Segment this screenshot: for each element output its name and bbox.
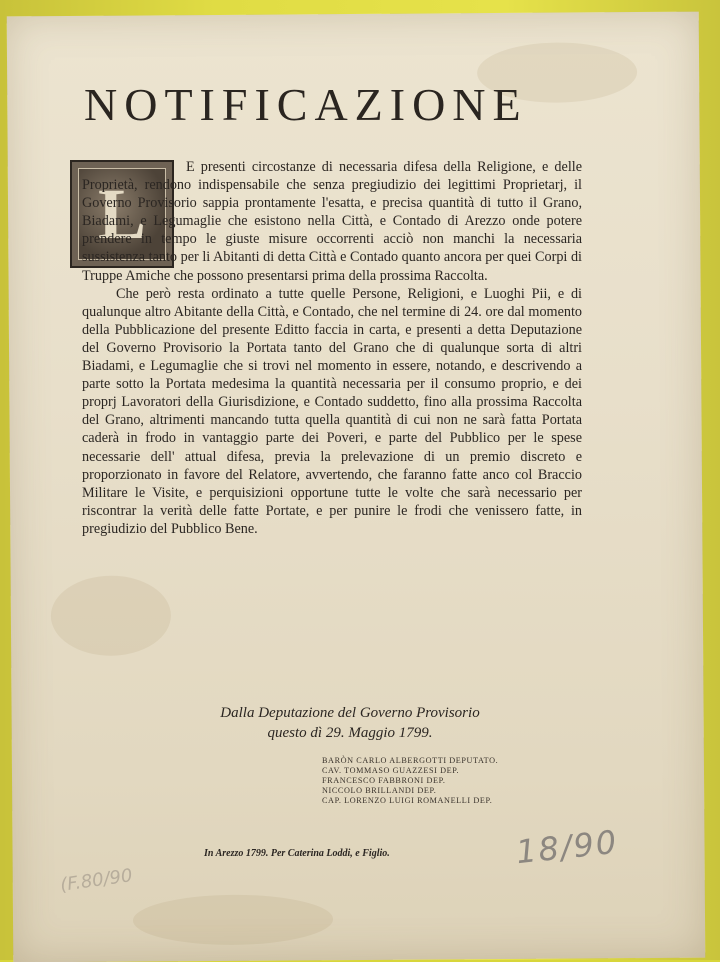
document-title: NOTIFICAZIONE — [84, 79, 528, 130]
printer-imprint: In Arezzo 1799. Per Caterina Loddi, e Figlio. — [204, 848, 390, 859]
signatory: FRANCESCO FABBRONI DEP. — [322, 776, 446, 785]
archive-mark: (F.80/90 — [58, 865, 134, 896]
issuer-line: Dalla Deputazione del Governo Provisorio — [220, 705, 480, 721]
handwritten-number: 18/90 — [514, 822, 620, 872]
initial-letter: L — [97, 174, 147, 254]
signatory: BARÒN CARLO ALBERGOTTI DEPUTATO. — [322, 756, 499, 765]
paragraph-2: Che però resta ordinato a tutte quelle Persone, Religioni, e Luoghi Pii, e di qualunque altro Abitante della Città, e Contado, che nel termine di 24. ore dal momento della Pubblicazione del presente Editto faccia in carta, e presenti a detta Deputazione del Governo Provisorio la Portata tanto del Grano che di qualunque sorta di altri Biadami, e Legumaglie che si trovi nel momento in essere, notando, e descrivendo a parte sotto la Portata medesima la quantità necessaria per il consumo proprio, e dei proprj Lavoratori della Giurisdizione, e Contado suddetto, fino alla prossima Raccolta del Grano, altrimenti mancando tutta quella quantità di cui non ne sarà fatta Portata caderà in frodo in vantaggio parte dei Poveri, e parte del Pubblico per le spese necessarie dell' attual difesa, previa la prelevazione di un premio discreto e proporzionato in favore del Relatore, avvertendo, che faranno fatte anco col Braccio Militare le Visite, e perquisizioni opportune tutte le volte che sarà necessario per riscontrar la verità delle fatte Portate, e per punire le frodi che venissero fatte, in pregiudizio del Pubblico Bene. — [82, 285, 582, 537]
signatory: CAV. TOMMASO GUAZZESI DEP. — [322, 766, 460, 775]
signatory: NICCOLO BRILLANDI DEP. — [322, 786, 437, 795]
signatory: CAP. LORENZO LUIGI ROMANELLI DEP. — [322, 796, 493, 805]
signatories-list — [322, 756, 552, 806]
notice-body — [82, 158, 582, 538]
date-line: questo dì 29. Maggio 1799. — [267, 725, 433, 741]
paragraph-1: E presenti circostanze di necessaria difesa della Religione, e delle Proprietà, rendono indispensabile che senza pregiudizio dei legittimi Proprietarj, il Governo Provisorio sappia prontamente l'esatta, e precisa quantità di tutto il Grano, Biadami, e Legumaglie che esistono nella Città, e Contado di Arezzo onde potere prendere in tempo le giuste misure occorrenti acciò non manchi la necessaria sussistenza tanto per li Abitanti di detta Città e Contado quanto ancora per quei Corpi di Truppe Amiche che possono presentarsi prima della prossima Raccolta. — [82, 159, 582, 284]
